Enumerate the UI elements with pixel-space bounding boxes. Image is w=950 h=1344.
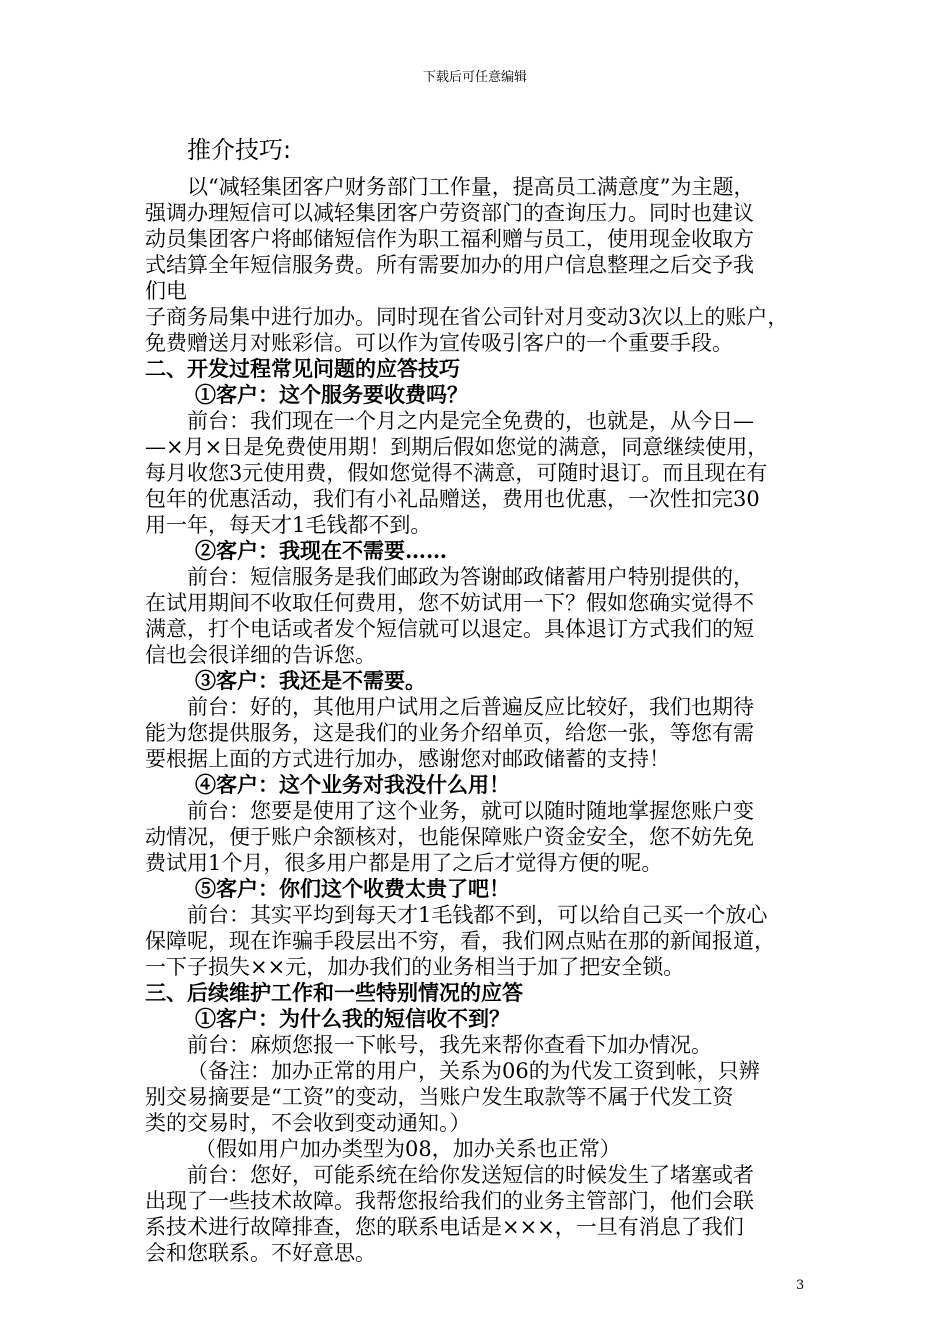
text-line: 一下子损失××元，加办我们的业务相当于加了把安全锁。	[145, 955, 685, 979]
text-line: 信也会很详细的告诉您。	[145, 643, 376, 667]
text-line: 在试用期间不收取任何费用，您不妨试用一下？假如您确实觉得不	[145, 591, 754, 615]
text-line: 前台：好的，其他用户试用之后普遍反应比较好，我们也期待	[187, 695, 754, 719]
text-line: （备注：加办正常的用户，关系为06的为代发工资到帐，只辨	[187, 1059, 760, 1083]
text-line: 保障呢，现在诈骗手段层出不穷，看，我们网点贴在那的新闻报道，	[145, 929, 775, 953]
text-line: 包年的优惠活动，我们有小礼品赠送，费用也优惠，一次性扣完30	[145, 487, 760, 511]
text-line: 强调办理短信可以减轻集团客户劳资部门的查询压力。同时也建议	[145, 201, 754, 225]
text-line: 们电	[145, 279, 187, 303]
heading-line: ③客户：我还是不需要。	[195, 668, 426, 693]
text-line: 子商务局集中进行加办。同时现在省公司针对月变动3次以上的账户，	[145, 305, 789, 329]
text-line: 前台：麻烦您报一下帐号，我先来帮你查看下加办情况。	[187, 1033, 712, 1057]
text-line: 每月收您3元使用费，假如您觉得不满意，可随时退订。而且现在有	[145, 461, 768, 485]
text-line: 别交易摘要是“工资”的变动，当账户发生取款等不属于代发工资	[145, 1085, 734, 1109]
text-line: 用一年，每天才1毛钱都不到。	[145, 513, 432, 537]
text-line: （假如用户加办类型为08，加办关系也正常）	[195, 1137, 621, 1161]
text-line: 出现了一些技术故障。我帮您报给我们的业务主管部门，他们会联	[145, 1189, 754, 1213]
text-line: 费试用1个月，很多用户都是用了之后才觉得方便的呢。	[145, 851, 663, 875]
text-line: 要根据上面的方式进行加办，感谢您对邮政储蓄的支持！	[145, 747, 670, 771]
page-header: 下载后可任意编辑	[422, 70, 527, 85]
text-line: 式结算全年短信服务费。所有需要加办的用户信息整理之后交予我	[145, 253, 754, 277]
heading-line: 二、开发过程常见问题的应答技巧	[145, 356, 460, 381]
heading-line: ①客户：这个服务要收费吗？	[195, 382, 468, 407]
text-line: —×月×日是免费使用期！到期后假如您觉的满意，同意继续使用，	[145, 435, 769, 459]
text-line: 免费赠送月对账彩信。可以作为宣传吸引客户的一个重要手段。	[145, 331, 733, 355]
heading-line: ④客户：这个业务对我没什么用！	[195, 772, 510, 797]
text-line: 满意，打个电话或者发个短信就可以退定。具体退订方式我们的短	[145, 617, 754, 641]
text-line: 前台：您要是使用了这个业务，就可以随时随地掌握您账户变	[187, 799, 754, 823]
heading-line: ①客户：为什么我的短信收不到？	[195, 1006, 510, 1031]
section-title: 推介技巧:	[187, 136, 292, 164]
heading-line: ②客户：我现在不需要……	[195, 538, 447, 563]
text-line: 前台：我们现在一个月之内是完全免费的，也就是，从今日—	[187, 409, 754, 433]
page-number: 3	[796, 1278, 805, 1293]
text-line: 以“减轻集团客户财务部门工作量，提高员工满意度”为主题，	[187, 175, 755, 199]
text-line: 会和您联系。不好意思。	[145, 1241, 376, 1265]
text-line: 前台：短信服务是我们邮政为答谢邮政储蓄用户特别提供的，	[187, 565, 754, 589]
heading-line: ⑤客户：你们这个收费太贵了吧！	[195, 876, 510, 901]
text-line: 能为您提供服务，这是我们的业务介绍单页，给您一张，等您有需	[145, 721, 754, 745]
document-body	[145, 130, 845, 1266]
paragraph-lines	[145, 174, 845, 1266]
text-line: 动员集团客户将邮储短信作为职工福利赠与员工，使用现金收取方	[145, 227, 754, 251]
text-line: 动情况，便于账户余额核对，也能保障账户资金安全，您不妨先免	[145, 825, 754, 849]
heading-line: 三、后续维护工作和一些特别情况的应答	[145, 980, 523, 1005]
text-line: 系技术进行故障排查，您的联系电话是×××，一旦有消息了我们	[145, 1215, 744, 1239]
text-line: 前台：其实平均到每天才1毛钱都不到，可以给自己买一个放心	[187, 903, 768, 927]
text-line: 类的交易时，不会收到变动通知。）	[145, 1111, 471, 1135]
text-line: 前台：您好，可能系统在给你发送短信的时候发生了堵塞或者	[187, 1163, 754, 1187]
